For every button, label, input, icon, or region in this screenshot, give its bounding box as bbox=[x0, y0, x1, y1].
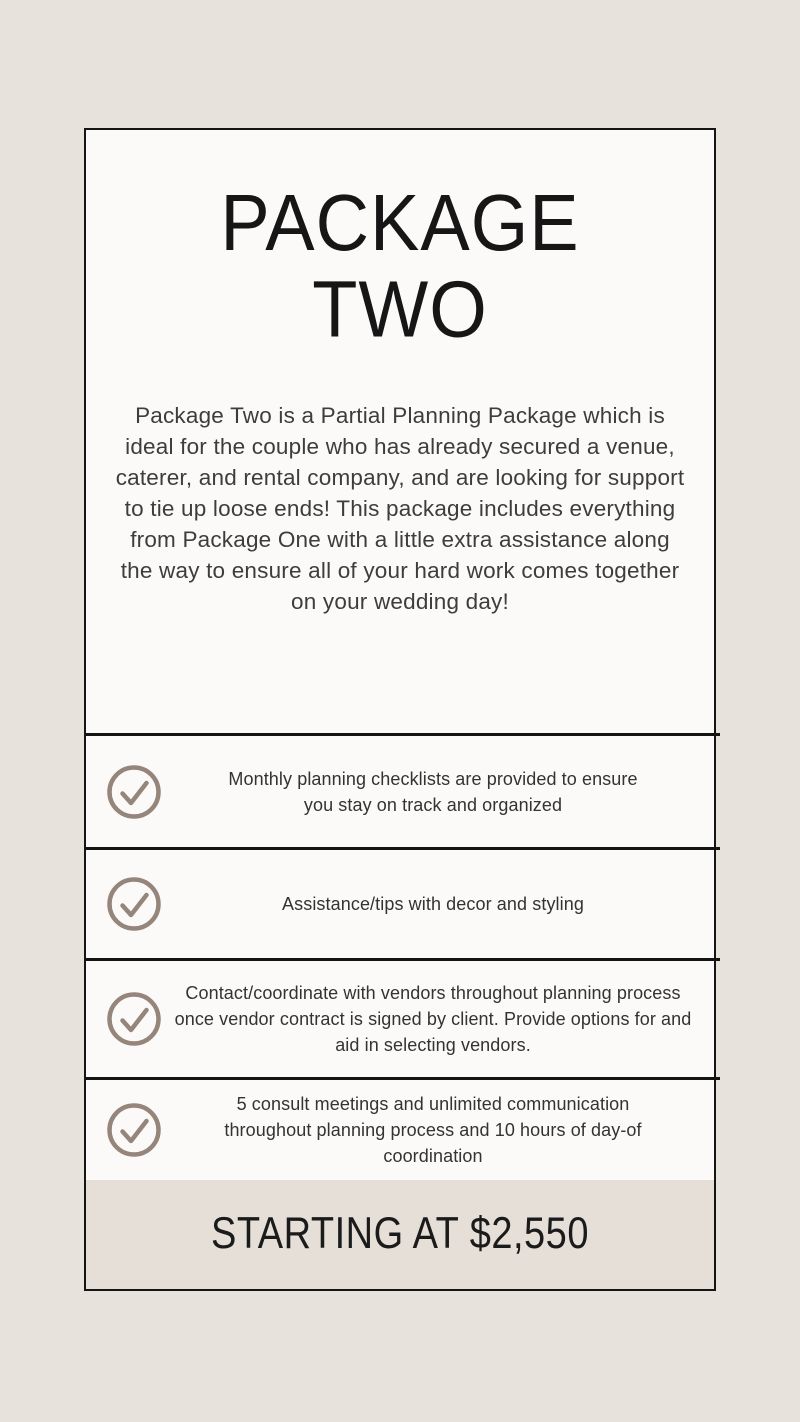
feature-text-wrap bbox=[162, 1091, 714, 1169]
feature-row bbox=[86, 961, 714, 1077]
check-circle-icon bbox=[106, 1102, 162, 1158]
feature-text-wrap bbox=[162, 766, 714, 818]
feature-row bbox=[86, 1080, 714, 1180]
feature-row bbox=[86, 850, 714, 958]
package-card bbox=[84, 128, 716, 1291]
check-circle-icon bbox=[106, 991, 162, 1047]
feature-row bbox=[86, 736, 714, 847]
package-title-line2: TWO bbox=[312, 263, 488, 354]
package-title-line1: PACKAGE bbox=[220, 177, 580, 268]
feature-text: 5 consult meetings and unlimited communication throughout planning process and 10 hours of day-of coordination bbox=[224, 1094, 642, 1166]
feature-text: Monthly planning checklists are provided to ensure you stay on track and organized bbox=[228, 768, 638, 815]
package-title bbox=[86, 130, 714, 352]
card-header bbox=[86, 130, 714, 733]
feature-text-wrap bbox=[162, 980, 714, 1058]
feature-text: Contact/coordinate with vendors throughout planning process once vendor contract is signed by client. Provide options for and aid in selecting vendors. bbox=[174, 983, 692, 1055]
price-text: STARTING AT $2,550 bbox=[211, 1209, 589, 1259]
check-circle-icon bbox=[106, 876, 162, 932]
package-description: Package Two is a Partial Planning Package which is ideal for the couple who has already secured a venue, caterer, and rental company, and are looking for support to tie up loose ends! This package includes everything from Package One with a little extra assistance along the way to ensure all of your hard work comes together on your wedding day! bbox=[115, 403, 685, 614]
price-banner bbox=[86, 1180, 714, 1289]
check-circle-icon bbox=[106, 764, 162, 820]
feature-text: Assistance/tips with decor and styling bbox=[282, 894, 584, 914]
feature-text-wrap bbox=[162, 891, 714, 917]
